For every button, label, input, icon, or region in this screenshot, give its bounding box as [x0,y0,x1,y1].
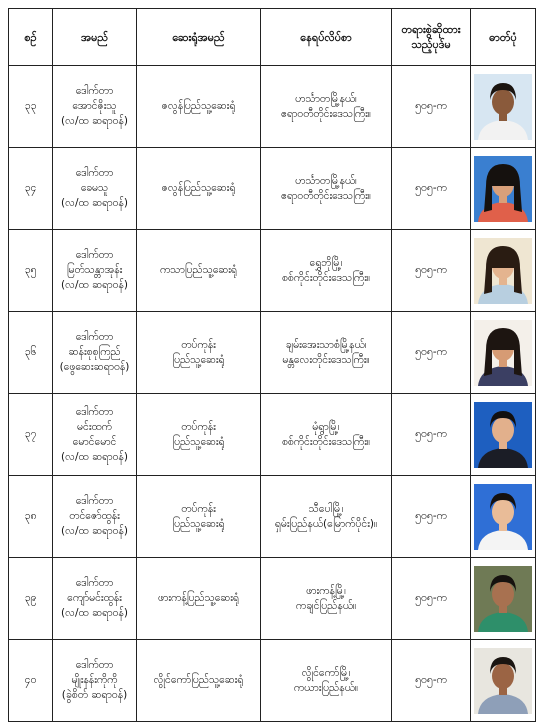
portrait-photo [474,320,532,386]
photo-cell [471,640,536,722]
photo-cell [471,312,536,394]
table-row [9,558,536,640]
row-number: ၃၄ [9,148,53,230]
photo-cell [471,230,536,312]
address-line: စစ်ကိုင်းတိုင်းဒေသကြီး။ [281,271,371,284]
doctor-name-line: (လ/ထ ဆရာဝန်) [61,607,128,619]
charge-section: ၅၀၅-က [392,394,471,476]
hospital-cell [137,312,261,394]
photo-cell [471,148,536,230]
header-photo: ဓာတ်ပုံ [471,9,536,66]
doctor-name-line: (လ/ထ ဆရာဝန်) [61,279,128,291]
charge-section: ၅၀၅-က [392,640,471,722]
hospital-line: ကသာပြည်သူ့ဆေးရုံ [160,264,237,276]
hospital-line: ပြည်သူ့ဆေးရုံ [172,353,225,366]
doctor-name-line: ဒေါက်တာ [75,577,114,589]
address-cell [261,66,392,148]
hospital-line: လွိုင်ကော်ပြည်သူ့ဆေးရုံ [153,674,244,686]
header-section: တရားစွဲဆိုထားသည့်ပုဒ်မ [392,9,471,66]
table-row [9,230,536,312]
address-line: ရွှေဘိုမြို့၊ [309,256,343,269]
doctor-name-cell [53,66,137,148]
doctor-name-line: (ခွဲစိတ် ဆရာဝန်) [61,689,128,701]
charge-section: ၅၀၅-က [392,148,471,230]
doctor-name-line: (လ/ထ ဆရာဝန်) [61,525,128,537]
doctor-name-line: (ဖွေဆေးဆရာဝန်) [59,361,130,373]
portrait-photo [474,156,532,222]
address-line: ဧရာဝတီတိုင်းဒေသကြီး။ [281,107,371,120]
photo-cell [471,66,536,148]
photo-cell [471,558,536,640]
address-line: ဖားကန့်မြို့၊ [306,584,346,597]
address-line: ကယားပြည်နယ်။ [293,681,359,694]
row-number: ၃၉ [9,558,53,640]
header-hospital: ဆေးရုံအမည် [137,9,261,66]
table-row [9,640,536,722]
table-row [9,312,536,394]
doctor-name-line: ဒေါက်တာ [75,167,114,179]
doctor-name-line: ကျော်မင်းထွန်း [67,592,122,604]
hospital-cell [137,148,261,230]
hospital-line: ဇလွန်ပြည်သူ့ဆေးရုံ [161,100,236,112]
hospital-cell [137,66,261,148]
charge-section: ၅၀၅-က [392,230,471,312]
hospital-line: ဖားကန့်ပြည်သူ့ဆေးရုံ [158,592,239,604]
portrait-photo [474,74,532,140]
doctor-name-line: (လ/ထ ဆရာဝန်) [61,450,128,463]
avatar [474,566,532,632]
row-number: ၃၇ [9,394,53,476]
doctor-name-cell [53,230,137,312]
table-body [9,66,536,722]
doctor-name-cell [53,558,137,640]
doctor-name-line: မောင်မောင် [72,435,117,448]
doctor-name-cell [53,312,137,394]
row-number: ၃၅ [9,230,53,312]
hospital-line: ဇလွန်ပြည်သူ့ဆေးရုံ [161,182,236,194]
doctor-name-line: တင်ဇော်ထွန်း [69,510,120,522]
header-row [9,9,536,66]
hospital-cell [137,476,261,558]
portrait-photo [474,402,532,468]
address-line: မုံရွာမြို့၊ [312,420,340,433]
avatar [474,320,532,386]
address-cell [261,312,392,394]
row-number: ၄၀ [9,640,53,722]
avatar [474,238,532,304]
portrait-photo [474,484,532,550]
hospital-cell [137,394,261,476]
address-cell [261,230,392,312]
address-line: ဟင်္သာတမြို့နယ်၊ [295,174,357,187]
photo-cell [471,476,536,558]
hospital-cell [137,558,261,640]
row-number: ၃၈ [9,476,53,558]
address-line: စစ်ကိုင်းတိုင်းဒေသကြီး။ [281,435,371,448]
address-cell [261,640,392,722]
address-line: မန္တလေးတိုင်းဒေသကြီး။ [282,353,370,366]
doctor-name-line: မင်းထက် [77,420,112,433]
doctor-name-cell [53,640,137,722]
portrait-photo [474,648,532,714]
doctor-name-cell [53,148,137,230]
doctor-name-line: အောင်ဇိုးသူ [72,100,117,112]
doctor-name-line: မြတ်သန္တာအုန်း [66,264,123,276]
doctor-name-line: ခေမသူ [80,182,109,194]
hospital-line: တပ်ကုန်း [181,502,216,515]
address-line: ရှမ်းပြည်နယ်(မြောက်ပိုင်း)။ [274,517,378,530]
address-line: ဧရာဝတီတိုင်းဒေသကြီး။ [281,189,371,202]
charge-section: ၅၀၅-က [392,558,471,640]
address-line: ဟင်္သာတမြို့နယ်၊ [295,92,357,105]
charge-section: ၅၀၅-က [392,476,471,558]
doctor-name-line: (လ/ထ ဆရာဝန်) [61,115,128,127]
header-name: အမည် [53,9,137,66]
charge-section: ၅၀၅-က [392,66,471,148]
hospital-line: ပြည်သူ့ဆေးရုံ [172,435,225,448]
portrait-photo [474,566,532,632]
avatar [474,74,532,140]
table-row [9,148,536,230]
address-line: သီပေါမြို့၊ [308,502,344,515]
doctor-name-line: ဒေါက်တာ [75,249,114,261]
address-cell [261,148,392,230]
address-cell [261,394,392,476]
table-row [9,66,536,148]
doctor-name-line: ဒေါက်တာ [75,495,114,507]
avatar [474,648,532,714]
hospital-cell [137,230,261,312]
doctor-name-cell [53,476,137,558]
header-no: စဉ် [9,9,53,66]
doctor-name-cell [53,394,137,476]
doctor-name-line: ဒေါက်တာ [75,331,114,343]
doctor-name-line: ဒေါက်တာ [75,85,114,97]
hospital-cell [137,640,261,722]
charge-section: ၅၀၅-က [392,312,471,394]
doctor-name-line: ဒေါက်တာ [75,405,114,418]
doctor-name-line: ဆန်းစုစုကြည် [68,346,121,358]
hospital-line: ပြည်သူ့ဆေးရုံ [172,517,225,530]
table-row [9,394,536,476]
doctor-name-line: (လ/ထ ဆရာဝန်) [61,197,128,209]
photo-cell [471,394,536,476]
row-number: ၃၆ [9,312,53,394]
doctor-list-table [8,8,536,722]
avatar [474,156,532,222]
avatar [474,484,532,550]
address-line: ချမ်းအေးသာစံမြို့နယ်၊ [285,338,367,351]
address-line: ကချင်ပြည်နယ်။ [295,599,357,612]
address-cell [261,558,392,640]
address-line: လွိုင်ကော်မြို့၊ [301,666,351,679]
hospital-line: တပ်ကုန်း [181,338,216,351]
doctor-name-line: မျိုးနန်းကိုကို [71,674,118,686]
address-cell [261,476,392,558]
header-address: နေရပ်လိပ်စာ [261,9,392,66]
doctor-name-line: ဒေါက်တာ [75,659,114,671]
portrait-photo [474,238,532,304]
hospital-line: တပ်ကုန်း [181,420,216,433]
table-row [9,476,536,558]
row-number: ၃၃ [9,66,53,148]
avatar [474,402,532,468]
